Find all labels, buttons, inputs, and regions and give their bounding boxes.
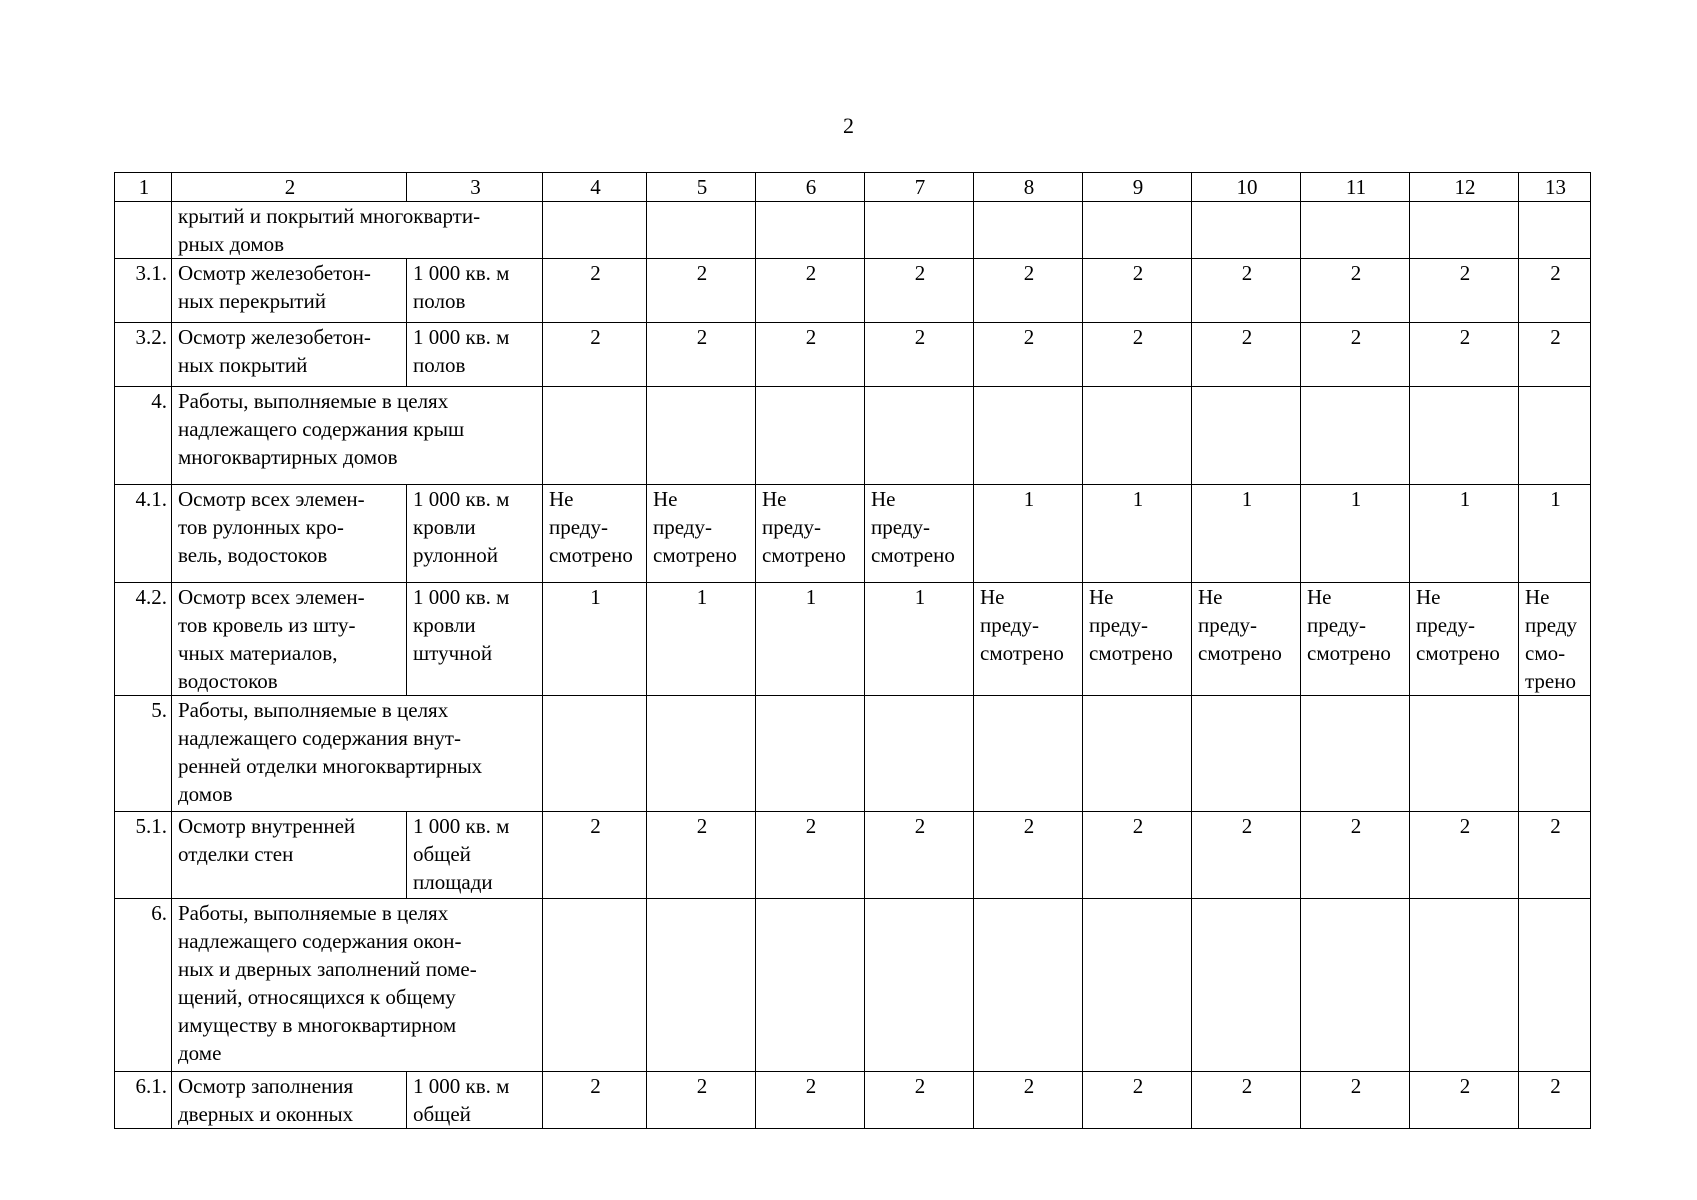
unit-cell: 1 000 кв. м кровли штучной — [407, 583, 543, 696]
frequency-value-cell — [756, 202, 865, 259]
frequency-value-cell: 2 — [647, 323, 756, 387]
frequency-value-cell: 2 — [974, 812, 1083, 899]
column-number-cell: 7 — [865, 173, 974, 202]
frequency-value-cell: 1 — [1410, 485, 1519, 583]
frequency-value-cell: 1 — [865, 583, 974, 696]
frequency-value-cell: 2 — [543, 323, 647, 387]
item-number-cell: 4. — [115, 387, 172, 485]
column-number-cell: 2 — [172, 173, 407, 202]
frequency-value-cell — [865, 899, 974, 1072]
column-number-cell: 10 — [1192, 173, 1301, 202]
frequency-value-cell: 2 — [647, 1072, 756, 1129]
frequency-value-cell: 2 — [647, 259, 756, 323]
frequency-value-cell: Не преду- смотрено — [543, 485, 647, 583]
item-number-cell: 4.2. — [115, 583, 172, 696]
frequency-value-cell: 2 — [1410, 1072, 1519, 1129]
work-name-cell: Работы, выполняемые в целях надлежащего содержания внут- ренней отделки многоквартирных домов — [172, 696, 543, 812]
frequency-value-cell — [1083, 696, 1192, 812]
frequency-value-cell: Не преду- смотрено — [865, 485, 974, 583]
frequency-value-cell — [1301, 387, 1410, 485]
frequency-value-cell: 2 — [1083, 323, 1192, 387]
column-number-cell: 3 — [407, 173, 543, 202]
column-number-cell: 4 — [543, 173, 647, 202]
frequency-value-cell: 2 — [1083, 1072, 1192, 1129]
column-number-cell: 8 — [974, 173, 1083, 202]
frequency-value-cell: 2 — [1410, 812, 1519, 899]
frequency-value-cell: 2 — [865, 323, 974, 387]
frequency-value-cell: 2 — [756, 812, 865, 899]
frequency-value-cell — [543, 696, 647, 812]
item-number-cell: 5.1. — [115, 812, 172, 899]
frequency-value-cell — [1519, 387, 1591, 485]
frequency-value-cell — [1192, 387, 1301, 485]
work-name-cell: Работы, выполняемые в целях надлежащего содержания окон- ных и дверных заполнений поме- щений, относящихся к общему имуществу в многоквартирном доме — [172, 899, 543, 1072]
frequency-value-cell: 2 — [865, 1072, 974, 1129]
table-row — [115, 583, 1591, 696]
column-number-cell: 11 — [1301, 173, 1410, 202]
frequency-value-cell: 2 — [974, 323, 1083, 387]
frequency-value-cell: 2 — [974, 259, 1083, 323]
work-name-cell: крытий и покрытий многокварти- рных домов — [172, 202, 543, 259]
frequency-value-cell: 2 — [1301, 259, 1410, 323]
frequency-value-cell: 1 — [1192, 485, 1301, 583]
frequency-value-cell — [1519, 696, 1591, 812]
frequency-value-cell — [647, 696, 756, 812]
frequency-value-cell: 2 — [543, 1072, 647, 1129]
frequency-value-cell — [974, 899, 1083, 1072]
table-row — [115, 387, 1591, 485]
frequency-value-cell: Не преду- смотрено — [1083, 583, 1192, 696]
work-name-cell: Осмотр железобетон- ных покрытий — [172, 323, 407, 387]
frequency-value-cell: 2 — [1301, 812, 1410, 899]
work-name-cell: Осмотр железобетон- ных перекрытий — [172, 259, 407, 323]
table-row — [115, 1072, 1591, 1129]
table-row — [115, 202, 1591, 259]
unit-cell: 1 000 кв. м общей — [407, 1072, 543, 1129]
frequency-value-cell: Не преду- смотрено — [974, 583, 1083, 696]
unit-cell: 1 000 кв. м полов — [407, 323, 543, 387]
frequency-value-cell: 2 — [1192, 812, 1301, 899]
frequency-value-cell: 2 — [1410, 323, 1519, 387]
frequency-value-cell: 2 — [1192, 323, 1301, 387]
frequency-value-cell: 2 — [865, 812, 974, 899]
frequency-value-cell — [543, 899, 647, 1072]
frequency-value-cell — [865, 202, 974, 259]
item-number-cell: 6.1. — [115, 1072, 172, 1129]
column-number-cell: 12 — [1410, 173, 1519, 202]
frequency-value-cell: 1 — [974, 485, 1083, 583]
column-number-cell: 5 — [647, 173, 756, 202]
work-name-cell: Осмотр внутренней отделки стен — [172, 812, 407, 899]
frequency-value-cell: 2 — [1083, 259, 1192, 323]
frequency-value-cell — [1301, 696, 1410, 812]
item-number-cell: 3.1. — [115, 259, 172, 323]
frequency-value-cell — [756, 387, 865, 485]
frequency-value-cell — [974, 202, 1083, 259]
frequency-value-cell: 1 — [647, 583, 756, 696]
frequency-value-cell — [1192, 202, 1301, 259]
frequency-value-cell — [974, 696, 1083, 812]
frequency-value-cell: Не преду- смотрено — [647, 485, 756, 583]
unit-cell: 1 000 кв. м общей площади — [407, 812, 543, 899]
frequency-value-cell — [1410, 387, 1519, 485]
frequency-value-cell — [1519, 899, 1591, 1072]
table-row — [115, 259, 1591, 323]
item-number-cell — [115, 202, 172, 259]
frequency-value-cell: Не преду- смотрено — [1301, 583, 1410, 696]
frequency-value-cell: 2 — [543, 812, 647, 899]
unit-cell: 1 000 кв. м кровли рулонной — [407, 485, 543, 583]
frequency-value-cell — [1301, 899, 1410, 1072]
column-number-cell: 9 — [1083, 173, 1192, 202]
table-row — [115, 812, 1591, 899]
column-number-cell: 1 — [115, 173, 172, 202]
frequency-value-cell: Не преду смо- трено — [1519, 583, 1591, 696]
column-number-cell: 6 — [756, 173, 865, 202]
column-number-cell: 13 — [1519, 173, 1591, 202]
frequency-value-cell — [1192, 899, 1301, 1072]
frequency-value-cell: 2 — [1192, 1072, 1301, 1129]
frequency-value-cell: 2 — [974, 1072, 1083, 1129]
page-number: 2 — [843, 113, 854, 138]
frequency-value-cell: 2 — [1519, 259, 1591, 323]
frequency-value-cell: 1 — [1301, 485, 1410, 583]
frequency-value-cell: 2 — [1410, 259, 1519, 323]
table-row — [115, 485, 1591, 583]
item-number-cell: 4.1. — [115, 485, 172, 583]
frequency-value-cell — [1410, 899, 1519, 1072]
frequency-value-cell: 2 — [756, 259, 865, 323]
frequency-value-cell — [543, 387, 647, 485]
frequency-value-cell — [756, 899, 865, 1072]
table-row — [115, 696, 1591, 812]
frequency-value-cell — [756, 696, 865, 812]
frequency-value-cell: 1 — [543, 583, 647, 696]
frequency-value-cell — [543, 202, 647, 259]
item-number-cell: 3.2. — [115, 323, 172, 387]
frequency-value-cell — [974, 387, 1083, 485]
frequency-value-cell: 2 — [1083, 812, 1192, 899]
frequency-value-cell — [865, 387, 974, 485]
frequency-value-cell: 2 — [1301, 1072, 1410, 1129]
frequency-value-cell — [647, 387, 756, 485]
frequency-value-cell: 2 — [865, 259, 974, 323]
frequency-value-cell: 2 — [756, 323, 865, 387]
work-name-cell: Осмотр заполнения дверных и оконных — [172, 1072, 407, 1129]
frequency-value-cell: 2 — [1519, 1072, 1591, 1129]
item-number-cell: 5. — [115, 696, 172, 812]
table-row — [115, 899, 1591, 1072]
frequency-value-cell — [1083, 899, 1192, 1072]
frequency-value-cell: Не преду- смотрено — [756, 485, 865, 583]
frequency-value-cell: 2 — [1301, 323, 1410, 387]
frequency-value-cell — [1083, 387, 1192, 485]
item-number-cell: 6. — [115, 899, 172, 1072]
frequency-value-cell: 2 — [1519, 323, 1591, 387]
frequency-value-cell: 2 — [756, 1072, 865, 1129]
column-number-row — [115, 173, 1591, 202]
frequency-value-cell: 1 — [1519, 485, 1591, 583]
work-name-cell: Осмотр всех элемен- тов кровель из шту- чных материалов, водостоков — [172, 583, 407, 696]
frequency-value-cell — [1410, 696, 1519, 812]
frequency-value-cell — [647, 202, 756, 259]
frequency-value-cell: 2 — [1192, 259, 1301, 323]
frequency-value-cell: Не преду- смотрено — [1192, 583, 1301, 696]
unit-cell: 1 000 кв. м полов — [407, 259, 543, 323]
frequency-value-cell — [1083, 202, 1192, 259]
frequency-value-cell — [865, 696, 974, 812]
work-name-cell: Работы, выполняемые в целях надлежащего содержания крыш многоквартирных домов — [172, 387, 543, 485]
frequency-value-cell: Не преду- смотрено — [1410, 583, 1519, 696]
frequency-value-cell: 2 — [1519, 812, 1591, 899]
frequency-value-cell — [1301, 202, 1410, 259]
frequency-value-cell — [647, 899, 756, 1072]
table-row — [115, 323, 1591, 387]
work-name-cell: Осмотр всех элемен- тов рулонных кро- вель, водостоков — [172, 485, 407, 583]
frequency-value-cell — [1410, 202, 1519, 259]
frequency-value-cell: 2 — [543, 259, 647, 323]
inspection-frequency-table — [114, 172, 1591, 1129]
frequency-value-cell: 1 — [1083, 485, 1192, 583]
frequency-value-cell: 1 — [756, 583, 865, 696]
frequency-value-cell: 2 — [647, 812, 756, 899]
frequency-value-cell — [1192, 696, 1301, 812]
frequency-value-cell — [1519, 202, 1591, 259]
